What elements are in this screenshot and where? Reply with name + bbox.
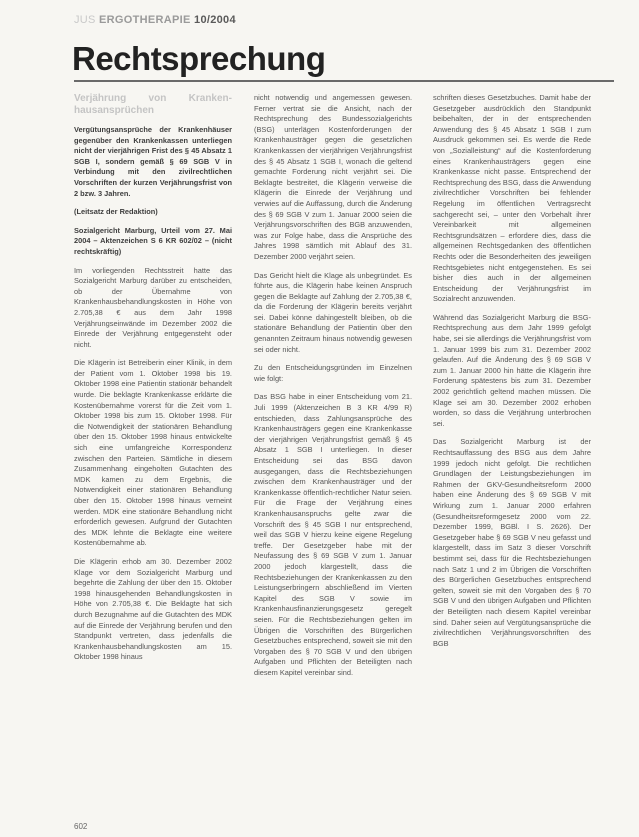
body-paragraph: Die Klägerin ist Betreiberin einer Klinik, in dem der Patient vom 1. Oktober 1998 bis 19. Oktober 1998 eine Patientin stationär behandelt wurde. Die beklagte Krankenkasse erklärte die Kostenübernahme vorerst für die Zeit vom 1. Oktober 1998 bis zum 15. Oktober 1998. Für die Notwendigkeit der stationären Behandlung über den 15. Oktober 1998 hinaus entwickelte sich eine umfangreiche Korrespondenz zwischen den Parteien. Sämtliche in diesem Zusammenhang eingeholten Gutachten des MDK kamen zu dem Ergebnis, die Notwendigkeit einer stationären Behandlung über den 15. Oktober 1998 hinaus verneint werden. MDK eine stationäre Behandlung nicht erforderlich gewesen. Aufgrund der Gutachten des MDK lehnte die Beklagte eine weitere Kostenübernahme ab. xyxy=(74,358,232,548)
section-heading: Verjährung von Kranken-hausansprüchen xyxy=(74,93,232,116)
body-paragraph: Im vorliegenden Rechtsstreit hatte das Sozialgericht Marburg darüber zu entscheiden, ob der Übernahme von Krankenhausbehandlungskosten in Höhe von 2.705,38 € aus dem Jahr 1998 Verjährungseinwände im Dezember 2002 die Einrede der Verjährung entgegensteht oder nicht. xyxy=(74,265,232,349)
body-paragraph: Das Sozialgericht Marburg ist der Rechtsauffassung des BSG aus dem Jahre 1999 jedoch nicht gefolgt. Die rechtlichen Grundlagen der Leistungsbeziehungen im Rahmen der GKV-Gesundheitsreform 2000 haben eine Änderung des § 69 SGB V mit Wirkung zum 1. Januar 2000 erfahren (Gesundheitsreformgesetz 2000 vom 22. Dezember 1999, BGBl. I S. 2626). Der Gesetzgeber habe § 69 SGB V neu gefasst und klargestellt, dass im Satz 3 dieser Vorschrift bestimmt sei, dass für die Rechtsbeziehungen nach Satz 1 und 2 im Übrigen die Vorschriften des Bürgerlichen Gesetzbuches entsprechend gelten, soweit sie mit den Vorgaben des § 70 SGB V und den übrigen Aufgaben und Pflichten der Beteiligten nach diesem Kapitel vereinbar sind. Daher seien auf Vergütungsansprüche die zivilrechtlichen Verjährungsvorschriften des BGB xyxy=(433,437,591,648)
journal-section: ERGOTHERAPIE xyxy=(99,14,191,26)
body-paragraph: Während das Sozialgericht Marburg die BSG-Rechtsprechung aus dem Jahr 1999 gefolgt habe, sei sie allerdings die Verjährungsfrist vom 1. Januar 1999 bis zum 31. Dezember 2002 gelaufen. Auf die Änderung des § 69 SGB V zum 1. Januar 2000 hin hätte die Klägerin ihre Forderung spätestens bis zum 31. Dezember 2002 gerichtlich geltend machen müssen. Die Klage sei am 30. Dezember 2002 erhoben worden, so dass die Verjährung unterbrochen sei. xyxy=(433,312,591,428)
title-rule xyxy=(74,80,614,82)
body-paragraph: nicht notwendig und angemessen gewesen. Ferner vertrat sie die Ansicht, nach der Rechtsprechung des Bundessozialgerichts (BSG) unterlägen Kostenforderungen der Krankenhausträger gegen die gesetzlichen Krankenkassen der vierjährigen Verjährungsfrist des § 45 Absatz 1 SGB I, wonach die geltend gemachte Forderung nicht verjährt sei. Die Beklagte bestreitet, die Klägerin verweise die Klägerin die Einrede der Verjährung und verwies auf die Auffassung, durch die Änderung des § 69 SGB V zum 1. Januar 2000 seien die Verjährungsvorschriften des BGB anzuwenden, was zur Folge habe, dass die Ansprüche des Jahres 1998 sämtlich mit Ablauf des 31. Dezember 2000 verjährt seien. xyxy=(254,93,412,261)
body-paragraph: Die Klägerin erhob am 30. Dezember 2002 Klage vor dem Sozialgericht Marburg und begehrte die Zahlung der über den 15. Oktober 1998 hinausgehenden Behandlungskosten in Höhe von 2.705,38 €. Die Beklagte hat sich durch Bezugnahme auf die Gutachten des MDK auf die Einrede der Verjährung berufen und den Standpunkt vertreten, dass jedenfalls die Krankenhausbehandlungskosten am 15. Oktober 1998 hinaus xyxy=(74,556,232,662)
lead-paragraph: Sozialgericht Marburg, Urteil vom 27. Mai 2004 – Aktenzeichen S 6 KR 602/02 – (nicht rechtskräftig) xyxy=(74,225,232,256)
column-1 xyxy=(74,93,232,671)
issue-number: 10/2004 xyxy=(194,14,236,26)
column-2 xyxy=(254,93,412,686)
lead-paragraph: (Leitsatz der Redaktion) xyxy=(74,207,158,217)
body-paragraph: schriften dieses Gesetzbuches. Damit habe der Gesetzgeber ausdrücklich den Standpunkt beibehalten, der in der entsprechenden Anwendung des § 45 Absatz 1 SGB I zum Ausdruck gekommen sei. Es werde die Rede von „Sozialleistung“ auf die Kostenforderung eines Krankenhausträgers gegen eine Krankenkasse nicht passe. Entsprechend der Rechtsprechung des BSG, dass die Anwendung zivilrechtlicher Vorschriften bei fehlender Regelung im öffentlichen Vertragsrecht sachgerecht sei, – unter den Vorbehalt ihrer Vereinbarkeit mit allgemeinen Rechtsgrundsätzen – erfordere dies, dass die allgemeinen Rechtsgedanken des öffentlichen Rechts oder die Besonderheiten des jeweiligen Rechtsgebietes nicht entgegenstehen. Es sei bisher dies auch in der allgemeinen Entscheidung der Verjährungsfrist im Sozialrecht anzuwenden. xyxy=(433,93,591,304)
page-number: 602 xyxy=(74,822,88,831)
journal-logo: JUS xyxy=(74,14,96,26)
lead-paragraph: Vergütungsansprüche der Krankenhäuser gegenüber den Krankenkassen unterliegen nicht der vierjährigen Frist des § 45 Absatz 1 SGB I, sondern gemäß § 69 SGB V in Verbindung mit den zivilrechtlichen Vorschriften der kurzen Verjährungsfrist von 2 bzw. 3 Jahren. xyxy=(74,125,232,198)
body-paragraph: Das Gericht hielt die Klage als unbegründet. Es führte aus, die Klägerin habe keinen Anspruch gegen die Beklagte auf Zahlung der 2.705,38 €, da die Forderung der Klägerin bereits verjährt sei. Dabei könne dahingestellt bleiben, ob die stationäre Behandlung der Patientin über den genannten Zeitraum hinaus notwendig gewesen sei oder nicht. xyxy=(254,270,412,354)
page-title: Rechtsprechung xyxy=(72,40,326,77)
body-paragraph: Das BSG habe in einer Entscheidung vom 21. Juli 1999 (Aktenzeichen B 3 KR 4/99 R) entschieden, dass Zahlungsansprüche des Krankenhausträgers gegen eine Krankenkasse der vierjährigen Verjährungsfrist gemäß § 45 Absatz 1 SGB I unterliegen. In dieser Entscheidung sei das BSG davon ausgegangen, dass die Rechtsbeziehungen zwischen dem Krankenhausträger und der Krankenkasse öffentlich-rechtlicher Natur seien. Für die Frage der Verjährung eines Krankenhausanspruchs gelte zwar die Vorschrift des § 45 SGB I nur entsprechend, weil das SGB V hierzu keine eigene Regelung treffe. Der Gesetzgeber habe mit der Neufassung des § 69 SGB V zum 1. Januar 2000 jedoch klargestellt, dass die Rechtsbeziehungen der Krankenkassen zu den Leistungserbringern abschließend im Vierten Kapitel des SGB V sowie im Krankenhausfinanzierungsgesetz geregelt seien. Für die Rechtsbeziehungen gelten im Übrigen die Vorschriften des Bürgerlichen Gesetzbuches entsprechend, soweit sie mit den Vorgaben des § 70 SGB V und den übrigen Aufgaben und Pflichten der Beteiligten nach diesem Kapitel vereinbar sind. xyxy=(254,392,412,677)
running-header xyxy=(74,14,236,26)
body-paragraph: Zu den Entscheidungsgründen im Einzelnen wie folgt: xyxy=(254,363,412,383)
column-3 xyxy=(433,93,591,657)
